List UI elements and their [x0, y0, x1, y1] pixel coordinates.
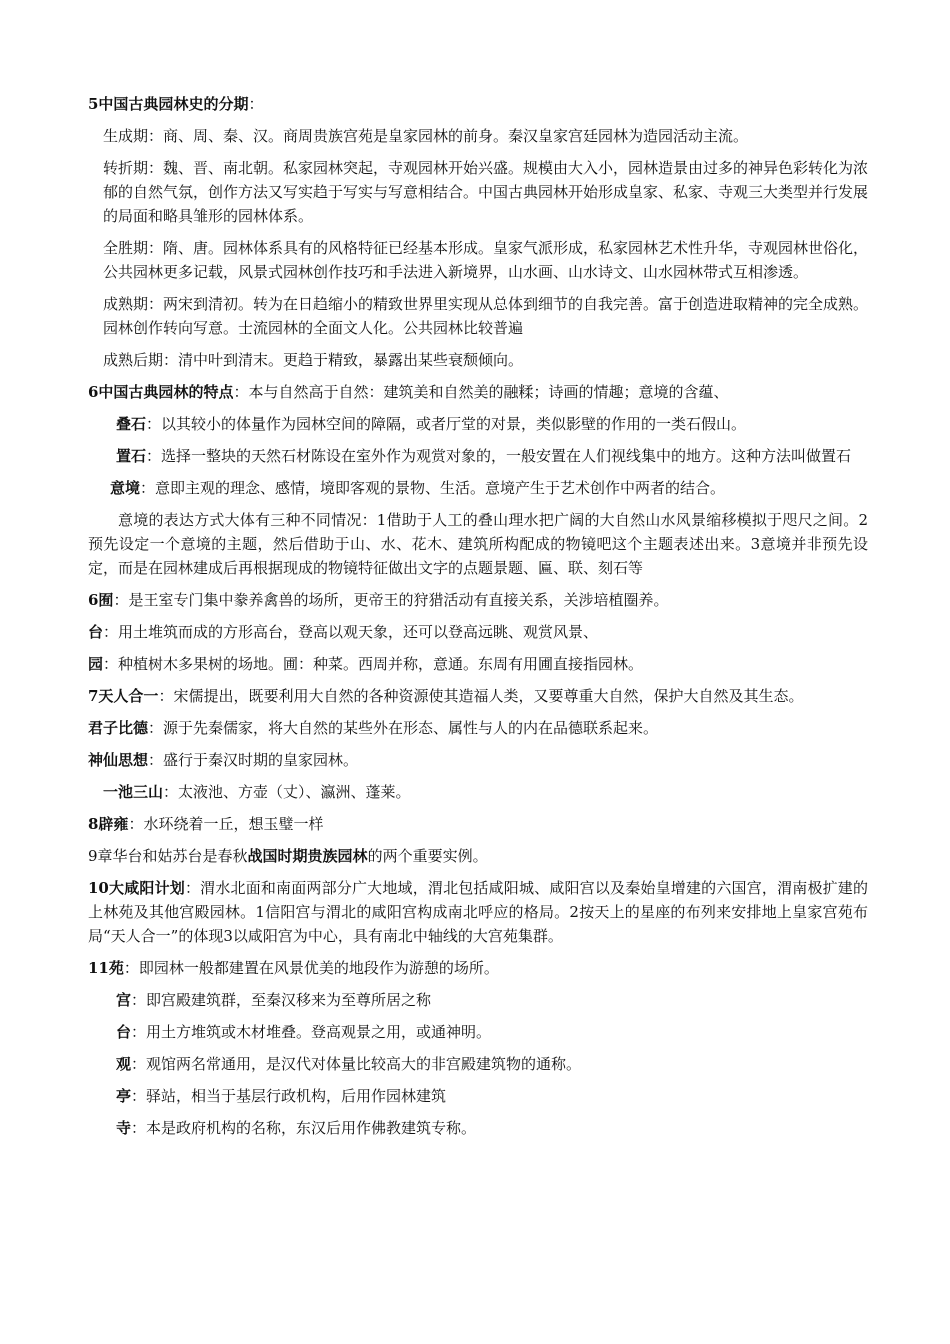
para-text: ： — [248, 95, 264, 113]
para-2 — [88, 124, 868, 148]
para-text: 全胜期：隋、唐。园林体系具有的风格特征已经基本形成。皇家气派形成，私家园林艺术性升华，寺观园林世俗化，公共园林更多记载，风景式园林创作技巧和手法进入新境界，山水画、山水诗文、山水园林带式互相渗透。 — [103, 239, 869, 281]
para-text: ：本与自然高于自然：建筑美和自然美的融糅；诗画的情趣；意境的含蕴、 — [233, 383, 729, 401]
para-6 — [88, 348, 868, 372]
para-text: ：是王室专门集中豢养禽兽的场所，更帝王的狩猎活动有直接关系，关涉培植圈养。 — [113, 591, 669, 609]
para-26 — [88, 1084, 868, 1108]
para-14 — [88, 652, 868, 676]
para-24 — [88, 1020, 868, 1044]
para-text: ：渭水北面和南面两部分广大地域，渭北包括咸阳城、咸阳宫以及秦始皇增建的六国宫，渭南极扩建的上林苑及其他宫殿园林。1信阳宫与渭北的咸阳宫构成南北呼应的格局。2按天上的星座的布列来安排地上皇家宫苑布局“天人合一”的体现3以咸阳宫为中心，具有南北中轴线的大宫苑集群。 — [88, 879, 868, 945]
para-text: 意境的表达方式大体有三种不同情况：1借助于人工的叠山理水把广阔的大自然山水风景缩移模拟于咫尺之间。2预先设定一个意境的主题，然后借助于山、水、花木、建筑所构配成的物镜吧这个主题表述出来。3意境并非预先设定，而是在园林建成后再根据现成的物镜特征做出文字的点题景题、匾、联、刻石等 — [88, 511, 868, 577]
term: 亭 — [116, 1087, 132, 1105]
para-4 — [88, 236, 868, 284]
para-3 — [88, 156, 868, 228]
para-25 — [88, 1052, 868, 1076]
para-text: 成熟后期：清中叶到清末。更趋于精致，暴露出某些衰颓倾向。 — [103, 351, 524, 369]
emphasis: 战国时期贵族园林 — [247, 847, 368, 865]
term: 寺 — [116, 1119, 132, 1137]
para-11 — [88, 508, 868, 580]
para-text: ：以其较小的体量作为园林空间的障隔，或者厅堂的对景，类似影壁的作用的一类石假山。 — [146, 415, 747, 433]
para-text: ：意即主观的理念、感情，境即客观的景物、生活。意境产生于艺术创作中两者的结合。 — [140, 479, 726, 497]
para-text: ：即园林一般都建置在风景优美的地段作为游憩的场所。 — [123, 959, 499, 977]
para-text: ：水环绕着一丘，想玉璧一样 — [128, 815, 324, 833]
para-1 — [88, 92, 868, 116]
term: 置石 — [116, 447, 147, 465]
heading: 8辟雍 — [88, 815, 129, 833]
para-text: ：宋儒提出，既要利用大自然的各种资源使其造福人类，又要尊重大自然，保护大自然及其生态。 — [158, 687, 804, 705]
para-text: ：即宫殿建筑群，至秦汉移来为至尊所居之称 — [131, 991, 432, 1009]
term: 一池三山 — [103, 783, 164, 801]
heading: 6中国古典园林的特点 — [88, 383, 234, 401]
para-15 — [88, 684, 868, 708]
para-9 — [88, 444, 868, 468]
para-text: ：盛行于秦汉时期的皇家园林。 — [148, 751, 359, 769]
para-text: ：源于先秦儒家，将大自然的某些外在形态、属性与人的内在品德联系起来。 — [148, 719, 659, 737]
para-text: ：观馆两名常通用，是汉代对体量比较高大的非宫殿建筑物的通称。 — [131, 1055, 582, 1073]
para-text: ：种植树木多果树的场地。圃：种菜。西周并称，意通。东周有用圃直接指园林。 — [103, 655, 644, 673]
para-22 — [88, 956, 868, 980]
para-23 — [88, 988, 868, 1012]
term: 园 — [88, 655, 104, 673]
term: 神仙思想 — [88, 751, 149, 769]
heading: 11苑 — [88, 959, 124, 977]
para-13 — [88, 620, 868, 644]
heading: 10大咸阳计划 — [88, 879, 185, 897]
term: 台 — [88, 623, 104, 641]
para-18 — [88, 780, 868, 804]
para-text: ：选择一整块的天然石材陈设在室外作为观赏对象的，一般安置在人们视线集中的地方。这种方法叫做置石 — [146, 447, 852, 465]
para-8 — [88, 412, 868, 436]
para-text: ：用土堆筑而成的方形高台，登高以观天象，还可以登高远眺、观赏风景、 — [103, 623, 599, 641]
para-27 — [88, 1116, 868, 1140]
para-17 — [88, 748, 868, 772]
para-text-tail: 的两个重要实例。 — [367, 847, 488, 865]
para-10 — [88, 476, 868, 500]
term: 叠石 — [116, 415, 147, 433]
para-text: 转折期：魏、晋、南北朝。私家园林突起，寺观园林开始兴盛。规模由大入小，园林造景由过多的神异色彩转化为浓郁的自然气氛，创作方法又写实趋于写实与写意相结合。中国古典园林开始形成皇家、私家、寺观三大类型并行发展的局面和略具雏形的园林体系。 — [103, 159, 869, 225]
para-text: 生成期：商、周、秦、汉。商周贵族宫苑是皇家园林的前身。秦汉皇家宫廷园林为造园活动主流。 — [103, 127, 749, 145]
para-16 — [88, 716, 868, 740]
para-7 — [88, 380, 868, 404]
para-text: ：用土方堆筑或木材堆叠。登高观景之用，或通神明。 — [131, 1023, 492, 1041]
term: 君子比德 — [88, 719, 149, 737]
heading: 6囿 — [88, 591, 114, 609]
para-text: ：驿站，相当于基层行政机构，后用作园林建筑 — [131, 1087, 447, 1105]
para-21 — [88, 876, 868, 948]
para-19 — [88, 812, 868, 836]
heading: 7天人合一 — [88, 687, 159, 705]
para-5 — [88, 292, 868, 340]
term: 观 — [116, 1055, 132, 1073]
para-text: ：太液池、方壶（丈）、瀛洲、蓬莱。 — [163, 783, 411, 801]
term: 台 — [116, 1023, 132, 1041]
para-20 — [88, 844, 868, 868]
document-page — [88, 92, 868, 1148]
term: 宫 — [116, 991, 132, 1009]
para-text: 成熟期：两宋到清初。转为在日趋缩小的精致世界里实现从总体到细节的自我完善。富于创造进取精神的完全成熟。园林创作转向写意。士流园林的全面文人化。公共园林比较普遍 — [103, 295, 869, 337]
para-text: ：本是政府机构的名称，东汉后用作佛教建筑专称。 — [131, 1119, 477, 1137]
heading: 5中国古典园林史的分期 — [88, 95, 249, 113]
para-text: 9章华台和姑苏台是春秋 — [88, 847, 248, 865]
term: 意境 — [110, 479, 141, 497]
para-12 — [88, 588, 868, 612]
